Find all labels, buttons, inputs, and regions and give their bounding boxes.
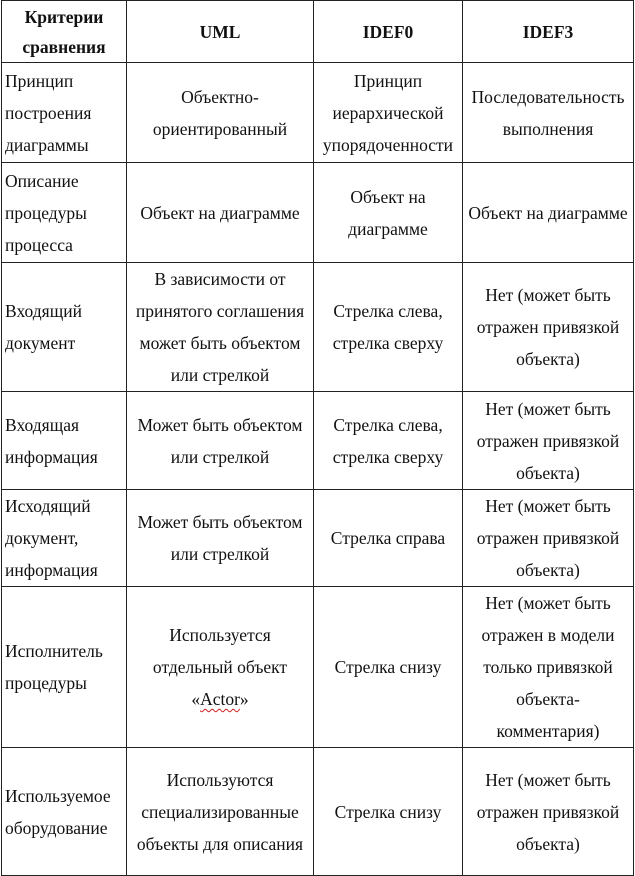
header-criteria: Критерии сравнения [2,1,127,63]
uml-actor-word: Actor [200,689,240,709]
idef3-cell: Нет (может быть отражен привязкой объекта) [463,263,634,392]
idef3-cell: Нет (может быть отражен привязкой объекта) [463,748,634,876]
table-row [2,490,634,587]
criterion-cell: Исполнитель процедуры [2,587,127,748]
idef0-cell: Стрелка снизу [314,587,463,748]
uml-cell [127,587,314,748]
header-idef0: IDEF0 [314,1,463,63]
table-row [2,587,634,748]
uml-cell: Используются специализированные объекты для описания [127,748,314,876]
header-uml: UML [127,1,314,63]
uml-cell: Объектно-ориентированный [127,63,314,163]
criterion-cell: Описание процедуры процесса [2,163,127,263]
idef0-cell: Стрелка слева, стрелка сверху [314,263,463,392]
idef3-cell: Нет (может быть отражен привязкой объекта) [463,490,634,587]
idef0-cell: Принцип иерархической упорядоченности [314,63,463,163]
comparison-table [1,0,634,876]
uml-cell: Может быть объектом или стрелкой [127,392,314,490]
uml-actor-prefix: Используется отдельный объект « [152,625,288,709]
header-idef3: IDEF3 [463,1,634,63]
table-row [2,392,634,490]
table-row [2,748,634,876]
header-row [2,1,634,63]
table-row [2,163,634,263]
uml-cell: Объект на диаграмме [127,163,314,263]
uml-actor-suffix: » [239,689,249,709]
idef0-cell: Объект на диаграмме [314,163,463,263]
criterion-cell: Входящий документ [2,263,127,392]
uml-cell: Может быть объектом или стрелкой [127,490,314,587]
criterion-cell: Используемое оборудование [2,748,127,876]
idef0-cell: Стрелка слева, стрелка сверху [314,392,463,490]
uml-cell: В зависимости от принятого соглашения может быть объектом или стрелкой [127,263,314,392]
criterion-cell: Исходящий документ, информация [2,490,127,587]
idef3-cell: Последовательность выполнения [463,63,634,163]
idef0-cell: Стрелка снизу [314,748,463,876]
idef3-cell: Объект на диаграмме [463,163,634,263]
criterion-cell: Входящая информация [2,392,127,490]
table-row [2,63,634,163]
idef0-cell: Стрелка справа [314,490,463,587]
criterion-cell: Принцип построения диаграммы [2,63,127,163]
table-row [2,263,634,392]
idef3-cell: Нет (может быть отражен в модели только привязкой объекта-комментария) [463,587,634,748]
idef3-cell: Нет (может быть отражен привязкой объекта) [463,392,634,490]
